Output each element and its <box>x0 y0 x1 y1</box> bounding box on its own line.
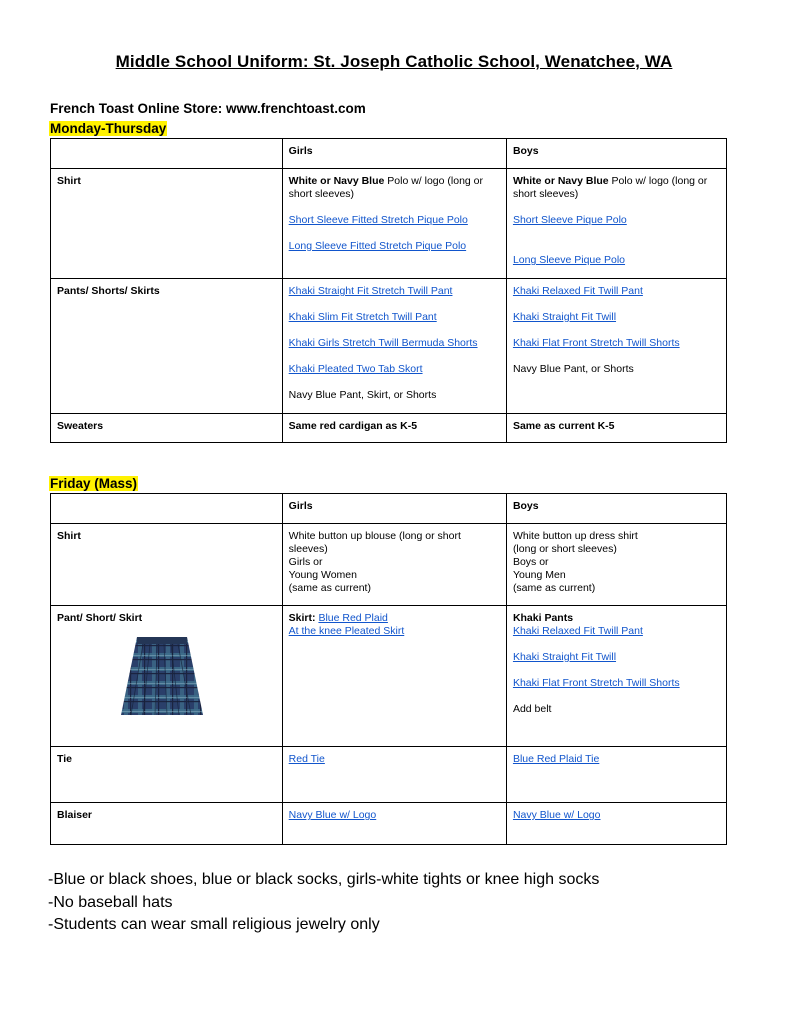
row-label-pants: Pants/ Shorts/ Skirts <box>51 279 283 414</box>
row-label-shirt: Shirt <box>51 169 283 279</box>
link-red-tie[interactable]: Red Tie <box>288 753 325 765</box>
girls-pants-note: Navy Blue Pant, Skirt, or Shorts <box>288 389 437 401</box>
header-boys: Boys <box>506 494 726 524</box>
boys-tie-cell <box>506 747 726 803</box>
row-shirt <box>51 169 727 279</box>
header-girls: Girls <box>282 494 506 524</box>
girls-pant-cell <box>282 606 506 747</box>
row-label-blazer: Blaiser <box>51 803 283 845</box>
note-item: -Students can wear small religious jewelry only <box>48 916 380 933</box>
link-blue-red-plaid[interactable]: Blue Red Plaid <box>318 612 388 624</box>
link-boys-flat-front-shorts[interactable]: Khaki Flat Front Stretch Twill Shorts <box>512 337 680 349</box>
link-girls-navy-blazer[interactable]: Navy Blue w/ Logo <box>288 809 377 821</box>
boys-sweater-cell: Same as current K-5 <box>506 414 726 443</box>
girls-sweater-cell: Same red cardigan as K-5 <box>282 414 506 443</box>
girls-shirt-line: Young Women <box>288 569 357 581</box>
header-boys: Boys <box>506 139 726 169</box>
girls-skirt-line: Skirt: Blue Red Plaid <box>288 612 388 624</box>
boys-pants-note: Navy Blue Pant, or Shorts <box>512 363 634 375</box>
table-header-row <box>51 139 727 169</box>
store-line: French Toast Online Store: www.frenchtoast.com <box>50 101 366 116</box>
section-label-monday-thursday: Monday-Thursday <box>50 121 167 136</box>
note-item: -Blue or black shoes, blue or black socks, girls-white tights or knee high socks <box>48 871 600 888</box>
link-boys-relaxed-fit-pant[interactable]: Khaki Relaxed Fit Twill Pant <box>512 285 643 297</box>
header-empty-cell <box>51 494 283 524</box>
friday-mass-table <box>50 493 727 845</box>
row-sweaters <box>51 414 727 443</box>
girls-shirt-cell <box>282 524 506 606</box>
girls-shirt-cell <box>282 169 506 279</box>
link-boys-short-sleeve-polo[interactable]: Short Sleeve Pique Polo <box>512 214 627 226</box>
link-boys-straight-fit-twill[interactable]: Khaki Straight Fit Twill <box>512 651 617 663</box>
boys-shirt-line: White button up dress shirt <box>512 530 638 542</box>
link-girls-long-sleeve-polo[interactable]: Long Sleeve Fitted Stretch Pique Polo <box>288 240 467 252</box>
table-header-row <box>51 494 727 524</box>
link-girls-bermuda-shorts[interactable]: Khaki Girls Stretch Twill Bermuda Shorts <box>288 337 478 349</box>
row-label-tie: Tie <box>51 747 283 803</box>
girls-tie-cell <box>282 747 506 803</box>
boys-shirt-line: Boys or <box>512 556 549 568</box>
pant-label-cell <box>51 606 283 747</box>
row-tie <box>51 747 727 803</box>
boys-shirt-line: Young Men <box>512 569 566 581</box>
boys-shirt-cell <box>506 169 726 279</box>
monday-thursday-table <box>50 138 727 443</box>
header-empty-cell <box>51 139 283 169</box>
link-boys-straight-fit-twill[interactable]: Khaki Straight Fit Twill <box>512 311 617 323</box>
header-girls: Girls <box>282 139 506 169</box>
link-boys-relaxed-fit-pant[interactable]: Khaki Relaxed Fit Twill Pant <box>512 625 643 637</box>
boys-khaki-pants-heading: Khaki Pants <box>512 612 574 624</box>
link-boys-flat-front-shorts[interactable]: Khaki Flat Front Stretch Twill Shorts <box>512 677 680 689</box>
row-shirt <box>51 524 727 606</box>
boys-belt-note: Add belt <box>512 703 552 715</box>
girls-pants-cell <box>282 279 506 414</box>
girls-shirt-line: White button up blouse (long or short sleeves) <box>288 530 461 555</box>
girls-shirt-line: Girls or <box>288 556 323 568</box>
boys-shirt-desc: White or Navy Blue Polo w/ logo (long or short sleeves) <box>512 175 708 200</box>
link-girls-pleated-skort[interactable]: Khaki Pleated Two Tab Skort <box>288 363 423 375</box>
link-girls-short-sleeve-polo[interactable]: Short Sleeve Fitted Stretch Pique Polo <box>288 214 468 226</box>
row-label-shirt: Shirt <box>51 524 283 606</box>
notes-list <box>48 869 599 937</box>
boys-blazer-cell <box>506 803 726 845</box>
link-girls-slim-fit-pant[interactable]: Khaki Slim Fit Stretch Twill Pant <box>288 311 437 323</box>
girls-shirt-line: (same as current) <box>288 582 371 594</box>
girls-blazer-cell <box>282 803 506 845</box>
boys-pant-cell <box>506 606 726 747</box>
row-label-sweaters: Sweaters <box>51 414 283 443</box>
boys-shirt-cell <box>506 524 726 606</box>
row-blazer <box>51 803 727 845</box>
boys-shirt-line: (same as current) <box>512 582 596 594</box>
plaid-skirt-image <box>119 635 205 719</box>
link-knee-pleated-skirt[interactable]: At the knee Pleated Skirt <box>288 625 405 637</box>
boys-pants-cell <box>506 279 726 414</box>
boys-shirt-line: (long or short sleeves) <box>512 543 617 555</box>
section-label-friday-mass: Friday (Mass) <box>50 476 138 491</box>
page-title: Middle School Uniform: St. Joseph Catholic School, Wenatchee, WA <box>115 52 673 71</box>
link-girls-straight-fit-pant[interactable]: Khaki Straight Fit Stretch Twill Pant <box>288 285 453 297</box>
link-boys-navy-blazer[interactable]: Navy Blue w/ Logo <box>512 809 601 821</box>
note-item: -No baseball hats <box>48 893 173 911</box>
girls-shirt-desc: White or Navy Blue Polo w/ logo (long or short sleeves) <box>288 175 483 200</box>
link-boys-long-sleeve-polo[interactable]: Long Sleeve Pique Polo <box>512 254 626 266</box>
row-pants <box>51 279 727 414</box>
link-blue-red-plaid-tie[interactable]: Blue Red Plaid Tie <box>512 753 600 765</box>
row-pant <box>51 606 727 747</box>
row-label-pant: Pant/ Short/ Skirt <box>57 612 143 624</box>
